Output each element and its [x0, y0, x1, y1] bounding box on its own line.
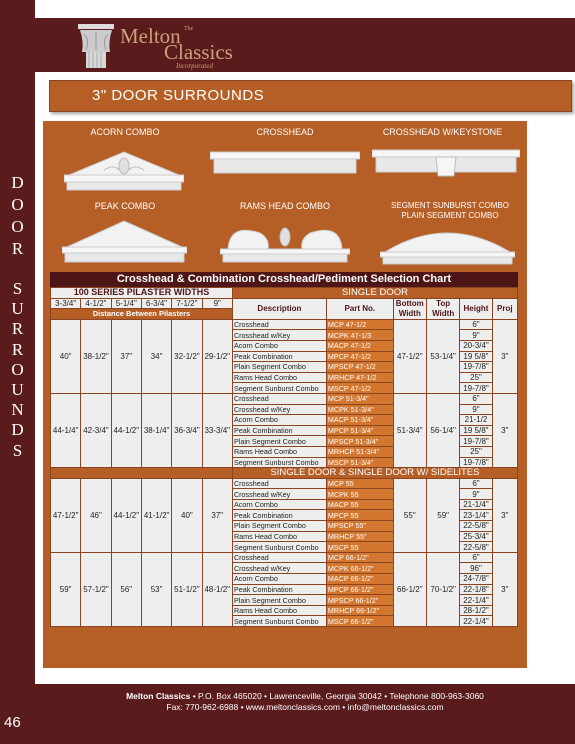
footer-brand: Melton Classics [126, 691, 191, 701]
part-number-cell: MRHCP 66-1/2" [326, 605, 393, 616]
distance-cell: 36-3/4" [172, 393, 202, 467]
series-header: 100 SERIES PILASTER WIDTHS [51, 288, 233, 299]
description-cell: Crosshead w/Key [232, 563, 326, 574]
selection-chart [50, 272, 518, 627]
height-cell: 96" [460, 563, 492, 574]
distance-cell: 44-1/2" [111, 393, 141, 467]
segment-sunburst-combo-image [380, 220, 515, 265]
table-row [51, 393, 518, 404]
height-cell: 9" [460, 489, 492, 500]
description-cell: Acorn Combo [232, 499, 326, 510]
height-cell: 19-7/8" [460, 383, 492, 394]
label-segment-sunburst: SEGMENT SUNBURST COMBO [391, 201, 509, 210]
part-number-cell: MACP 47-1/2 [326, 340, 393, 351]
sidebar-letter: R [11, 319, 24, 339]
label-segment-combos [370, 201, 530, 221]
height-cell: 19-7/8" [460, 457, 492, 468]
description-cell: Peak Combination [232, 351, 326, 362]
bottom-width-cell: 51-3/4" [393, 393, 426, 467]
distance-cell: 51-1/2" [172, 552, 202, 626]
part-number-cell: MSCP 55 [326, 542, 393, 553]
description-cell: Plain Segment Combo [232, 521, 326, 532]
page-title: 3" DOOR SURROUNDS [92, 87, 265, 104]
description-cell: Peak Combination [232, 425, 326, 436]
header-row [51, 288, 518, 299]
chart-title: Crosshead & Combination Crosshead/Pediment Selection Chart [50, 272, 518, 287]
part-number-cell: MCPK 66-1/2" [326, 563, 393, 574]
part-number-cell: MCP 47-1/2 [326, 319, 393, 330]
description-cell: Peak Combination [232, 584, 326, 595]
label-rams-head-combo: RAMS HEAD COMBO [239, 201, 330, 211]
description-cell: Plain Segment Combo [232, 436, 326, 447]
description-cell: Rams Head Combo [232, 446, 326, 457]
label-crosshead-keystone: CROSSHEAD W/KEYSTONE [382, 127, 503, 137]
height-cell: 9" [460, 404, 492, 415]
distance-cell: 29-1/2" [202, 319, 232, 393]
distance-cell: 57-1/2" [81, 552, 111, 626]
logo-text-incorporated: Incorporated [176, 62, 213, 70]
sidebar-letter: U [11, 380, 24, 399]
height-cell: 22-5/8" [460, 542, 492, 553]
part-number-cell: MACP 55 [326, 499, 393, 510]
distance-cell: 48-1/2" [202, 552, 232, 626]
part-number-cell: MSCP 51-3/4" [326, 457, 393, 468]
part-number-cell: MPSCP 51-3/4" [326, 436, 393, 447]
pilaster-width-header: 3-3/4" [51, 298, 81, 309]
distance-cell: 46" [81, 478, 111, 552]
part-number-cell: MPCP 51-3/4" [326, 425, 393, 436]
col-header-top-width: Top Width [426, 298, 459, 319]
table-row [51, 478, 518, 489]
col-header-bottom-width: Bottom Width [393, 298, 426, 319]
distance-cell: 47-1/2" [51, 478, 81, 552]
description-cell: Crosshead [232, 478, 326, 489]
height-cell: 21-1/4" [460, 499, 492, 510]
logo-text-the: The [184, 26, 194, 32]
footer-address [35, 691, 575, 701]
distance-cell: 41-1/2" [141, 478, 171, 552]
description-cell: Rams Head Combo [232, 531, 326, 542]
acorn-combo-image [64, 140, 184, 195]
part-number-cell: MCP 51-3/4" [326, 393, 393, 404]
crosshead-image [210, 150, 360, 180]
description-cell: Crosshead w/Key [232, 330, 326, 341]
distance-cell: 38-1/4" [141, 393, 171, 467]
description-cell: Crosshead w/Key [232, 404, 326, 415]
height-cell: 6" [460, 478, 492, 489]
distance-cell: 56" [111, 552, 141, 626]
sidelites-header: SINGLE DOOR & SINGLE DOOR W/ SIDELITES [232, 468, 517, 479]
height-cell: 19-7/8" [460, 362, 492, 373]
col-header-description: Description [232, 298, 326, 319]
bottom-width-cell: 55" [393, 478, 426, 552]
height-cell: 22-5/8" [460, 521, 492, 532]
height-cell: 19-7/8" [460, 436, 492, 447]
part-number-cell: MCPK 51-3/4" [326, 404, 393, 415]
description-cell: Rams Head Combo [232, 372, 326, 383]
part-number-cell: MPSCP 47-1/2 [326, 362, 393, 373]
sidebar-letter: U [11, 299, 24, 319]
part-number-cell: MACP 66-1/2" [326, 574, 393, 585]
description-cell: Segment Sunburst Combo [232, 457, 326, 468]
description-cell: Acorn Combo [232, 340, 326, 351]
height-cell: 24-7/8" [460, 574, 492, 585]
height-cell: 25" [460, 446, 492, 457]
height-cell: 23-1/4" [460, 510, 492, 521]
height-cell: 9" [460, 330, 492, 341]
height-cell: 22-1/4" [460, 616, 492, 627]
sidebar-letter: O [11, 217, 24, 236]
sidebar-letter: D [11, 420, 24, 440]
height-cell: 19 5/8" [460, 351, 492, 362]
peak-combo-image [62, 215, 187, 265]
selection-table [50, 287, 518, 627]
part-number-cell: MPCP 55 [326, 510, 393, 521]
distance-cell: 33-3/4" [202, 393, 232, 467]
part-number-cell: MPSCP 55" [326, 521, 393, 532]
description-cell: Crosshead [232, 552, 326, 563]
single-door-header: SINGLE DOOR [232, 288, 517, 299]
projection-cell: 3" [492, 552, 517, 626]
description-cell: Crosshead [232, 393, 326, 404]
part-number-cell: MCP 66-1/2" [326, 552, 393, 563]
height-cell: 20-3/4" [460, 340, 492, 351]
sidebar-letter: R [11, 339, 24, 359]
height-cell: 6" [460, 552, 492, 563]
height-cell: 6" [460, 393, 492, 404]
part-number-cell: MPCP 66-1/2" [326, 584, 393, 595]
top-width-cell: 56-1/4" [426, 393, 459, 467]
bottom-width-cell: 47-1/2" [393, 319, 426, 393]
part-number-cell: MCPK 47-1/3 [326, 330, 393, 341]
distance-cell: 42-3/4" [81, 393, 111, 467]
part-number-cell: MSCP 47-1/2 [326, 383, 393, 394]
pilaster-width-header: 9" [202, 298, 232, 309]
label-crosshead: CROSSHEAD [256, 127, 314, 137]
sidebar-letter: R [11, 239, 24, 258]
column-capital-icon [76, 22, 116, 70]
table-row [51, 319, 518, 330]
description-cell: Plain Segment Combo [232, 595, 326, 606]
description-cell: Segment Sunburst Combo [232, 542, 326, 553]
footer-contact: Fax: 770-962-6988 • www.meltonclassics.com • info@meltonclassics.com [166, 702, 444, 712]
crosshead-keystone-image [372, 148, 520, 180]
description-cell: Rams Head Combo [232, 605, 326, 616]
distance-cell: 37" [111, 319, 141, 393]
description-cell: Peak Combination [232, 510, 326, 521]
part-number-cell: MACP 51-3/4" [326, 415, 393, 426]
description-cell: Crosshead [232, 319, 326, 330]
description-cell: Plain Segment Combo [232, 362, 326, 373]
top-width-cell: 70-1/2" [426, 552, 459, 626]
part-number-cell: MCPK 55 [326, 489, 393, 500]
header-row [51, 298, 518, 309]
part-number-cell: MRHCP 47-1/2 [326, 372, 393, 383]
part-number-cell: MCP 55 [326, 478, 393, 489]
distance-cell: 53" [141, 552, 171, 626]
height-cell: 6" [460, 319, 492, 330]
pilaster-width-header: 6-3/4" [141, 298, 171, 309]
pilaster-width-header: 7-1/2" [172, 298, 202, 309]
height-cell: 22-1/8" [460, 584, 492, 595]
sidebar-letter: S [12, 279, 23, 298]
bottom-width-cell: 66-1/2" [393, 552, 426, 626]
height-cell: 21-1/2 [460, 415, 492, 426]
part-number-cell: MPCP 47-1/2 [326, 351, 393, 362]
part-number-cell: MRHCP 51-3/4" [326, 446, 393, 457]
label-plain-segment: PLAIN SEGMENT COMBO [401, 211, 499, 220]
distance-cell: 37" [202, 478, 232, 552]
projection-cell: 3" [492, 319, 517, 393]
section-row [51, 468, 518, 479]
distance-cell: 44-1/2" [111, 478, 141, 552]
table-row [51, 552, 518, 563]
page-number: 46 [4, 714, 21, 731]
rams-head-combo-image [220, 213, 350, 265]
col-header-height: Height [460, 298, 492, 319]
label-peak-combo: PEAK COMBO [94, 201, 156, 211]
description-cell: Segment Sunburst Combo [232, 616, 326, 627]
distance-cell: 32-1/2" [172, 319, 202, 393]
distance-between-pilasters-label: Distance Between Pilasters [51, 309, 233, 320]
top-width-cell: 53-1/4" [426, 319, 459, 393]
height-cell: 28-1/2" [460, 605, 492, 616]
height-cell: 25-3/4" [460, 531, 492, 542]
distance-cell: 40" [172, 478, 202, 552]
height-cell: 19 5/8" [460, 425, 492, 436]
label-acorn-combo: ACORN COMBO [90, 127, 160, 137]
description-cell: Segment Sunburst Combo [232, 383, 326, 394]
sidebar-letter: N [11, 400, 24, 420]
pilaster-width-header: 4-1/2" [81, 298, 111, 309]
height-cell: 22-1/4" [460, 595, 492, 606]
distance-cell: 38-1/2" [81, 319, 111, 393]
height-cell: 25" [460, 372, 492, 383]
sidebar-letter: S [12, 440, 23, 460]
distance-cell: 40" [51, 319, 81, 393]
sidebar-letter: O [11, 195, 24, 214]
pilaster-width-header: 5-1/4" [111, 298, 141, 309]
distance-cell: 34" [141, 319, 171, 393]
distance-cell: 44-1/4" [51, 393, 81, 467]
description-cell: Crosshead w/Key [232, 489, 326, 500]
part-number-cell: MRHCP 55" [326, 531, 393, 542]
projection-cell: 3" [492, 393, 517, 467]
description-cell: Acorn Combo [232, 574, 326, 585]
logo-text-melton: Melton [120, 24, 181, 48]
page-title-banner [49, 80, 572, 112]
projection-cell: 3" [492, 478, 517, 552]
col-header-part-no: Part No. [326, 298, 393, 319]
top-width-cell: 59" [426, 478, 459, 552]
distance-cell: 59" [51, 552, 81, 626]
col-header-proj: Proj [492, 298, 517, 319]
section-spacer [51, 468, 233, 479]
part-number-cell: MPSCP 66-1/2" [326, 595, 393, 606]
company-logo [76, 20, 233, 72]
sidebar-letter: D [11, 173, 24, 192]
logo-text-classics: Classics [164, 40, 233, 64]
footer-address-text: • P.O. Box 465020 • Lawrenceville, Georgia 30042 • Telephone 800-963-3060 [190, 691, 484, 701]
description-cell: Acorn Combo [232, 415, 326, 426]
part-number-cell: MSCP 66-1/2" [326, 616, 393, 627]
sidebar-letter: O [11, 359, 24, 379]
